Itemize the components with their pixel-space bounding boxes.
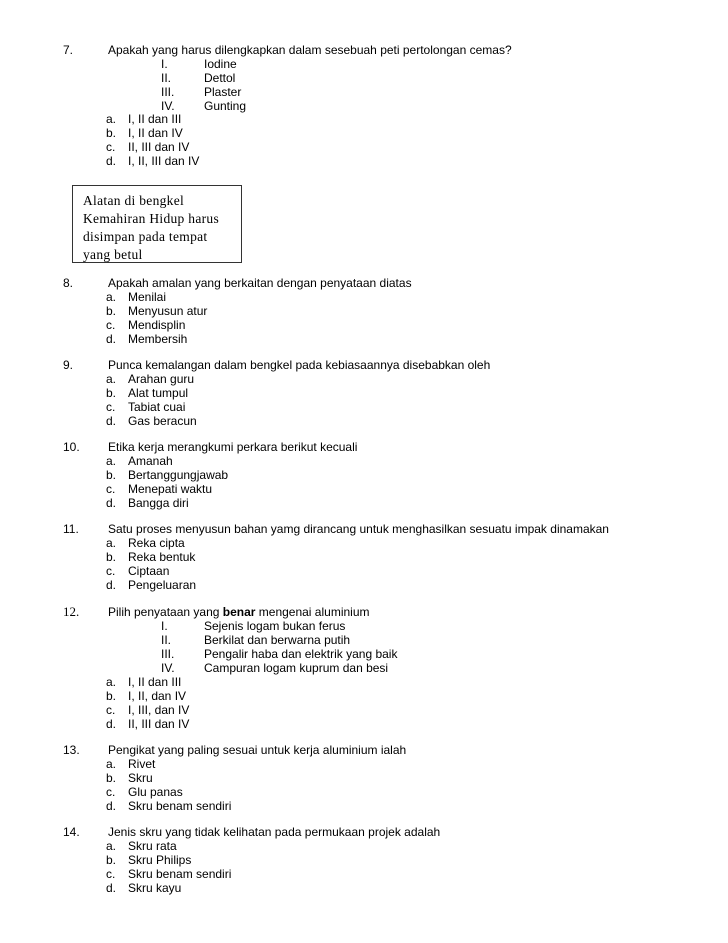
option-c[interactable]: [106, 318, 185, 332]
statement-item: Gunting: [204, 99, 247, 113]
option-letter: b.: [106, 689, 117, 703]
option-letter: c.: [106, 867, 116, 881]
question-stem: Etika kerja merangkumi perkara berikut kecuali: [108, 440, 358, 454]
option-text: Gas beracun: [128, 414, 197, 428]
option-letter: c.: [106, 785, 116, 799]
option-d[interactable]: [106, 414, 197, 428]
roman-numeral: I.: [161, 57, 168, 71]
option-c[interactable]: [106, 867, 231, 881]
option-d[interactable]: [106, 578, 196, 592]
option-a[interactable]: [106, 839, 177, 853]
option-text: Tabiat cuai: [128, 400, 186, 414]
option-text: Reka bentuk: [128, 550, 196, 564]
option-letter: d.: [106, 881, 117, 895]
option-letter: c.: [106, 703, 116, 717]
option-text: Membersih: [128, 332, 188, 346]
option-b[interactable]: [106, 468, 228, 482]
option-b[interactable]: [106, 304, 207, 318]
statement-item: Sejenis logam bukan ferus: [204, 619, 346, 633]
statement-line: yang betul: [83, 247, 143, 262]
option-letter: a.: [106, 372, 117, 386]
option-letter: c.: [106, 140, 116, 154]
option-letter: d.: [106, 578, 117, 592]
option-b[interactable]: [106, 550, 195, 564]
option-text: I, II, dan IV: [128, 689, 187, 703]
option-text: Alat tumpul: [128, 386, 189, 400]
option-d[interactable]: [106, 717, 189, 731]
roman-numeral: IV.: [161, 99, 175, 113]
option-text: Mendisplin: [128, 318, 186, 332]
option-letter: c.: [106, 318, 116, 332]
option-a[interactable]: [106, 757, 155, 771]
option-a[interactable]: [106, 536, 185, 550]
option-letter: d.: [106, 332, 117, 346]
statement-item: Berkilat dan berwarna putih: [204, 633, 351, 647]
question-stem: Satu proses menyusun bahan yamg dirancang untuk menghasilkan sesuatu impak dinamakan: [108, 522, 609, 536]
question-number: 12.: [63, 604, 80, 619]
question-number: 10.: [63, 440, 80, 454]
option-a[interactable]: [106, 675, 181, 689]
option-letter: b.: [106, 771, 117, 785]
option-text: I, III, dan IV: [128, 703, 190, 717]
option-text: II, III dan IV: [128, 140, 190, 154]
statement-item: Iodine: [204, 57, 237, 71]
option-text: Rivet: [128, 757, 156, 771]
option-text: Menepati waktu: [128, 482, 213, 496]
option-b[interactable]: [106, 771, 153, 785]
option-letter: a.: [106, 757, 117, 771]
option-a[interactable]: [106, 290, 166, 304]
option-c[interactable]: [106, 482, 212, 496]
statement-line: disimpan pada tempat: [83, 229, 208, 244]
statement-item: Campuran logam kuprum dan besi: [204, 661, 389, 675]
option-letter: a.: [106, 112, 117, 126]
option-text: I, II dan IV: [128, 126, 183, 140]
question-number: 11.: [63, 522, 79, 536]
roman-numeral: II.: [161, 71, 172, 85]
option-text: Menilai: [128, 290, 167, 304]
option-letter: c.: [106, 400, 116, 414]
option-letter: b.: [106, 853, 117, 867]
option-letter: b.: [106, 126, 117, 140]
stem-text: mengenai aluminium: [255, 605, 370, 619]
option-c[interactable]: [106, 400, 185, 414]
option-letter: d.: [106, 414, 117, 428]
option-d[interactable]: [106, 799, 231, 813]
option-c[interactable]: [106, 564, 169, 578]
option-c[interactable]: [106, 703, 189, 717]
statement-line: Kemahiran Hidup harus: [83, 211, 220, 226]
option-b[interactable]: [106, 126, 183, 140]
option-text: I, II dan III: [128, 675, 182, 689]
option-text: Skru Philips: [128, 853, 192, 867]
option-b[interactable]: [106, 689, 186, 703]
option-letter: b.: [106, 468, 117, 482]
option-d[interactable]: [106, 154, 199, 168]
option-text: Skru rata: [128, 839, 177, 853]
question-stem: Apakah amalan yang berkaitan dengan penyataan diatas: [108, 276, 412, 290]
option-a[interactable]: [106, 372, 194, 386]
option-letter: b.: [106, 386, 117, 400]
option-text: Amanah: [128, 454, 173, 468]
option-text: Glu panas: [128, 785, 183, 799]
option-letter: c.: [106, 564, 116, 578]
roman-numeral: I.: [161, 619, 168, 633]
statement-item: Pengalir haba dan elektrik yang baik: [204, 647, 398, 661]
option-d[interactable]: [106, 881, 181, 895]
option-c[interactable]: [106, 785, 183, 799]
option-letter: a.: [106, 675, 117, 689]
option-letter: d.: [106, 799, 117, 813]
option-letter: a.: [106, 536, 117, 550]
option-text: Arahan guru: [128, 372, 195, 386]
question-number: 13.: [63, 743, 80, 757]
option-letter: b.: [106, 304, 117, 318]
statement-item: Dettol: [204, 71, 236, 85]
option-text: I, II, III dan IV: [128, 154, 200, 168]
option-letter: a.: [106, 839, 117, 853]
option-letter: d.: [106, 717, 117, 731]
option-text: Skru: [128, 771, 153, 785]
option-d[interactable]: [106, 332, 187, 346]
question-stem: Jenis skru yang tidak kelihatan pada permukaan projek adalah: [108, 825, 441, 839]
option-letter: d.: [106, 496, 117, 510]
option-text: Pengeluaran: [128, 578, 197, 592]
option-text: II, III dan IV: [128, 717, 190, 731]
question-number: 7.: [63, 43, 74, 57]
question-number: 14.: [63, 825, 80, 839]
option-text: Menyusun atur: [128, 304, 208, 318]
option-letter: d.: [106, 154, 117, 168]
option-c[interactable]: [106, 140, 189, 154]
roman-numeral: III.: [161, 85, 175, 99]
statement-line: Alatan di bengkel: [83, 193, 185, 208]
statement-item: Plaster: [204, 85, 242, 99]
question-stem: Pengikat yang paling sesuai untuk kerja aluminium ialah: [108, 743, 407, 757]
question-stem: [108, 605, 370, 619]
question-stem: Punca kemalangan dalam bengkel pada kebiasaannya disebabkan oleh: [108, 358, 491, 372]
option-a[interactable]: [106, 454, 173, 468]
option-b[interactable]: [106, 853, 191, 867]
option-letter: c.: [106, 482, 116, 496]
option-text: Ciptaan: [128, 564, 170, 578]
stem-emphasis: benar: [222, 605, 256, 619]
option-text: Bertanggungjawab: [128, 468, 229, 482]
option-a[interactable]: [106, 112, 181, 126]
option-text: Skru benam sendiri: [128, 867, 232, 881]
option-text: Bangga diri: [128, 496, 189, 510]
option-text: Skru benam sendiri: [128, 799, 232, 813]
option-letter: a.: [106, 290, 117, 304]
question-number: 9.: [63, 358, 74, 372]
option-text: Skru kayu: [128, 881, 182, 895]
stem-text: Pilih penyataan yang: [108, 605, 223, 619]
option-d[interactable]: [106, 496, 189, 510]
option-letter: b.: [106, 550, 117, 564]
question-stem: Apakah yang harus dilengkapkan dalam sesebuah peti pertolongan cemas?: [108, 43, 512, 57]
option-b[interactable]: [106, 386, 188, 400]
statement-box: [72, 185, 242, 263]
option-letter: a.: [106, 454, 117, 468]
question-number: 8.: [63, 276, 74, 290]
option-text: Reka cipta: [128, 536, 185, 550]
roman-numeral: IV.: [161, 661, 175, 675]
option-text: I, II dan III: [128, 112, 182, 126]
roman-numeral: III.: [161, 647, 175, 661]
roman-numeral: II.: [161, 633, 172, 647]
